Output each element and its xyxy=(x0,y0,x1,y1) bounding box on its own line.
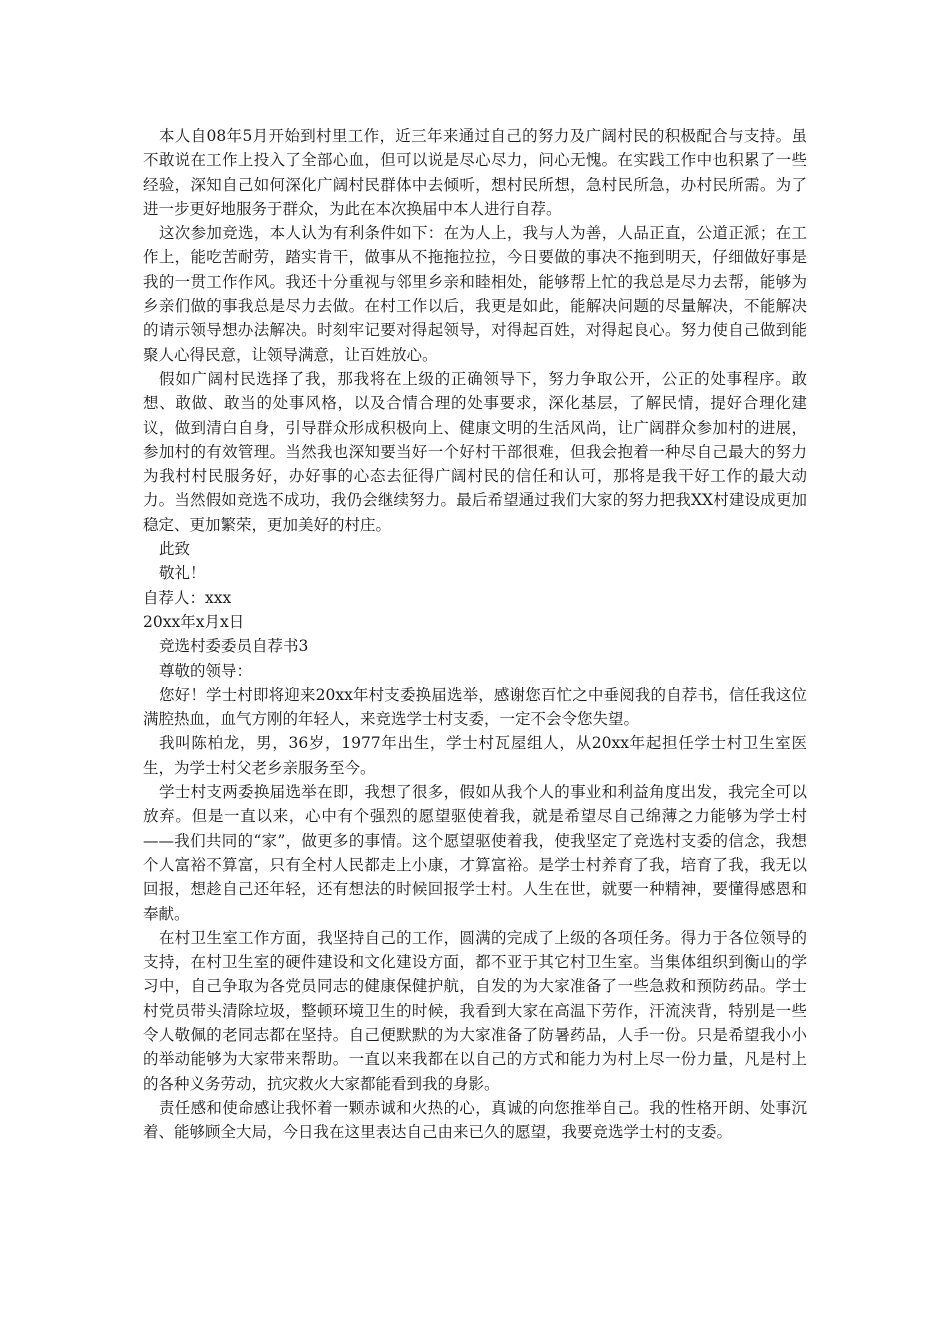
closing-regards: 敬礼！ xyxy=(159,564,206,583)
signature-line: 自荐人：xxx xyxy=(143,588,232,607)
document-body xyxy=(143,124,807,1144)
paragraph-7: 在村卫生室工作方面，我坚持自己的工作，圆满的完成了上级的各项任务。得力于各位领导的支持，在村卫生室的硬件建设和文化建设方面，都不亚于其它村卫生室。当集体组织到衡山的学习中，自己争取为各党员同志的健康保健护航，自发的为大家准备了一些急救和预防药品。学士村党员带头清除垃圾，整顿环境卫生的时候，我看到大家在高温下劳作，汗流浃背，特别是一些令人敬佩的老同志都在坚持。自己便默默的为大家准备了防暑药品，人手一份。只是希望我小小的举动能够为大家带来帮助。一直以来我都在以自己的方式和能力为村上尽一份力量，凡是村上的各种义务劳动，抗灾救火大家都能看到我的身影。 xyxy=(143,928,807,1093)
greeting: 尊敬的领导： xyxy=(159,661,253,680)
paragraph-1: 本人自08年5月开始到村里工作，近三年来通过自己的努力及广阔村民的积极配合与支持。虽不敢说在工作上投入了全部心血，但可以说是尽心尽力，问心无愧。在实践工作中也积累了一些经验，深知自己如何深化广阔村民群体中去倾听，想村民所想，急村民所急，办村民所需。为了进一步更好地服务于群众，为此在本次换届中本人进行自荐。 xyxy=(143,127,807,218)
date-line: 20xx年x月x日 xyxy=(143,612,245,631)
section-title: 竞选村委委员自荐书3 xyxy=(159,637,309,656)
paragraph-6: 学士村支两委换届选举在即，我想了很多，假如从我个人的事业和利益角度出发，我完全可以放弃。但是一直以来，心中有个强烈的愿望驱使着我，就是希望尽自己绵薄之力能够为学士村——我们共同的“家”，做更多的事情。这个愿望驱使着我，使我坚定了竞选村支委的信念，我想个人富裕不算富，只有全村人民都走上小康，才算富裕。是学士村养育了我，培育了我，我无以回报，想趁自己还年轻，还有想法的时候回报学士村。人生在世，就要一种精神，要懂得感恩和奉献。 xyxy=(143,783,807,923)
paragraph-4: 您好！学士村即将迎来20xx年村支委换届选举，感谢您百忙之中垂阅我的自荐书，信任我这位满腔热血，血气方刚的年轻人，来竞选学士村支委，一定不会令您失望。 xyxy=(143,685,807,729)
paragraph-8: 责任感和使命感让我怀着一颗赤诚和火热的心，真诚的向您推举自己。我的性格开朗、处事沉着、能够顾全大局，今日我在这里表达自己由来已久的愿望，我要竞选学士村的支委。 xyxy=(143,1098,807,1142)
paragraph-5: 我叫陈柏龙，男，36岁，1977年出生，学士村瓦屋组人，从20xx年起担任学士村卫生室医生，为学士村父老乡亲服务至今。 xyxy=(143,734,807,777)
paragraph-2: 这次参加竞选，本人认为有利条件如下：在为人上，我与人为善，人品正直，公道正派；在工作上，能吃苦耐劳，踏实肯干，做事从不拖拖拉拉，今日要做的事决不拖到明天，仔细做好事是我的一贯工作作风。我还十分重视与邻里乡亲和睦相处，能够帮上忙的我总是尽力去帮，能够为乡亲们做的事我总是尽力去做。在村工作以后，我更是如此，能解决问题的尽量解决，不能解决的请示领导想办法解决。时刻牢记要对得起领导，对得起百姓，对得起良心。努力使自己做到能聚人心得民意，让领导满意，让百姓放心。 xyxy=(143,224,807,364)
paragraph-3: 假如广阔村民选择了我，那我将在上级的正确领导下，努力争取公开，公正的处事程序。敢想、敢做、敢当的处事风格，以及合情合理的处事要求，深化基层，了解民情，提好合理化建议，做到清白自身，引导群众形成积极向上、健康文明的生活风尚，让广阔群众参加村的进展，参加村的有效管理。当然我也深知要当好一个好村干部很难，但我会抱着一种尽自己最大的努力为我村村民服务好，办好事的心态去征得广阔村民的信任和认可，那将是我干好工作的最大动力。当然假如竞选不成功，我仍会继续努力。最后希望通过我们大家的努力把我XX村建设成更加稳定、更加繁荣，更加美好的村庄。 xyxy=(143,369,807,534)
closing-salutation: 此致 xyxy=(159,540,191,559)
